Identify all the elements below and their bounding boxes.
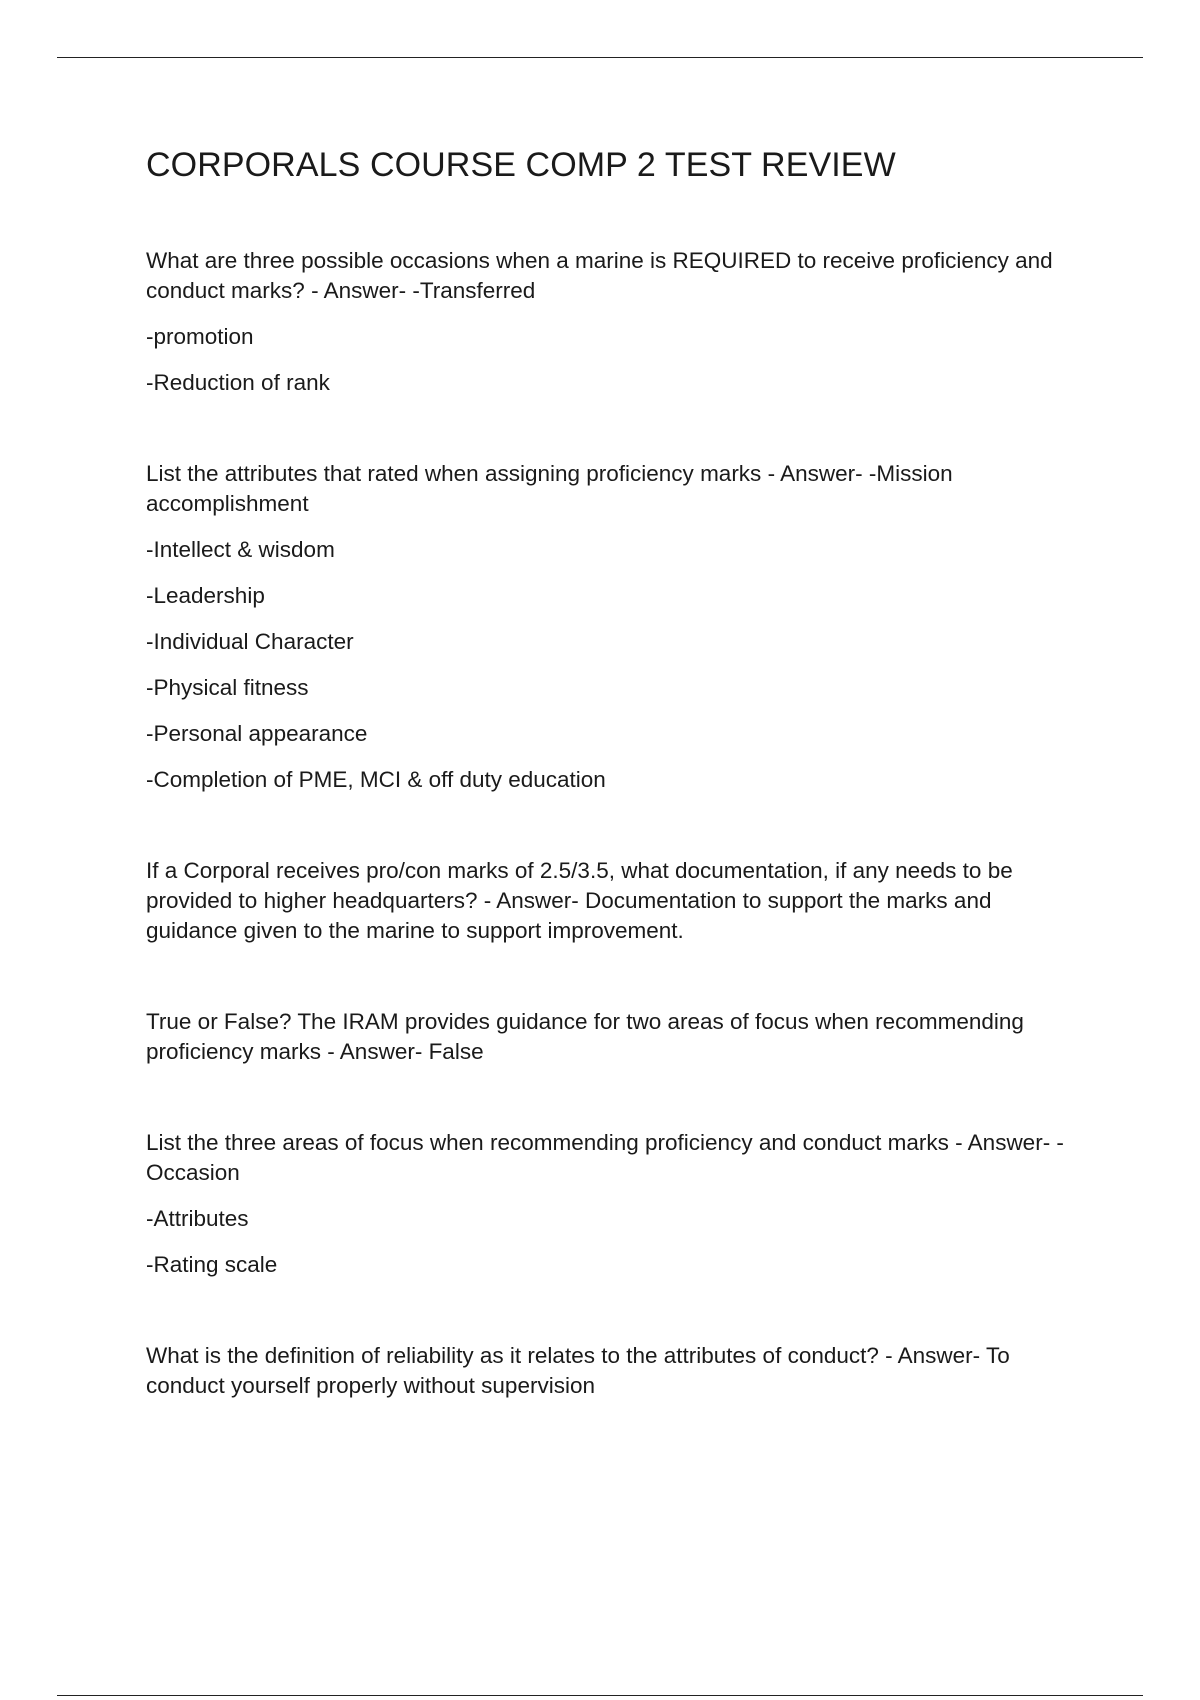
- document-title: CORPORALS COURSE COMP 2 TEST REVIEW: [146, 146, 896, 184]
- qa-answer-line: -promotion: [146, 324, 254, 349]
- qa-answer-line: -Personal appearance: [146, 721, 368, 746]
- qa-item-5: [146, 1128, 1086, 1280]
- qa-answer-line: -Leadership: [146, 583, 265, 608]
- qa-question: If a Corporal receives pro/con marks of 2.5/3.5, what documentation, if any needs to be provided to higher headquarters? - Answer- Documentation to support the marks and guidance given to the marine to support improvement.: [146, 858, 1013, 943]
- qa-answer-line: -Rating scale: [146, 1252, 278, 1277]
- top-rule: [57, 57, 1143, 58]
- qa-item-2: [146, 459, 1086, 795]
- qa-answer-line: -Intellect & wisdom: [146, 537, 335, 562]
- qa-answer-line: -Completion of PME, MCI & off duty education: [146, 767, 606, 792]
- qa-answer-line: -Attributes: [146, 1206, 249, 1231]
- qa-question: List the attributes that rated when assigning proficiency marks - Answer- -Mission accomplishment: [146, 461, 953, 516]
- document-body: [146, 143, 1086, 1462]
- qa-question: List the three areas of focus when recommending proficiency and conduct marks - Answer- -Occasion: [146, 1130, 1064, 1185]
- qa-item-3: [146, 856, 1086, 946]
- qa-answer-line: -Physical fitness: [146, 675, 309, 700]
- qa-item-6: [146, 1341, 1086, 1401]
- qa-item-1: [146, 246, 1086, 398]
- qa-question: What are three possible occasions when a marine is REQUIRED to receive proficiency and conduct marks? - Answer- -Transferred: [146, 248, 1053, 303]
- qa-answer-line: -Reduction of rank: [146, 370, 330, 395]
- qa-answer-line: -Individual Character: [146, 629, 354, 654]
- qa-question: True or False? The IRAM provides guidance for two areas of focus when recommending proficiency marks - Answer- False: [146, 1009, 1024, 1064]
- qa-item-4: [146, 1007, 1086, 1067]
- qa-question: What is the definition of reliability as it relates to the attributes of conduct? - Answer- To conduct yourself properly without supervision: [146, 1343, 1010, 1398]
- bottom-rule: [57, 1695, 1143, 1696]
